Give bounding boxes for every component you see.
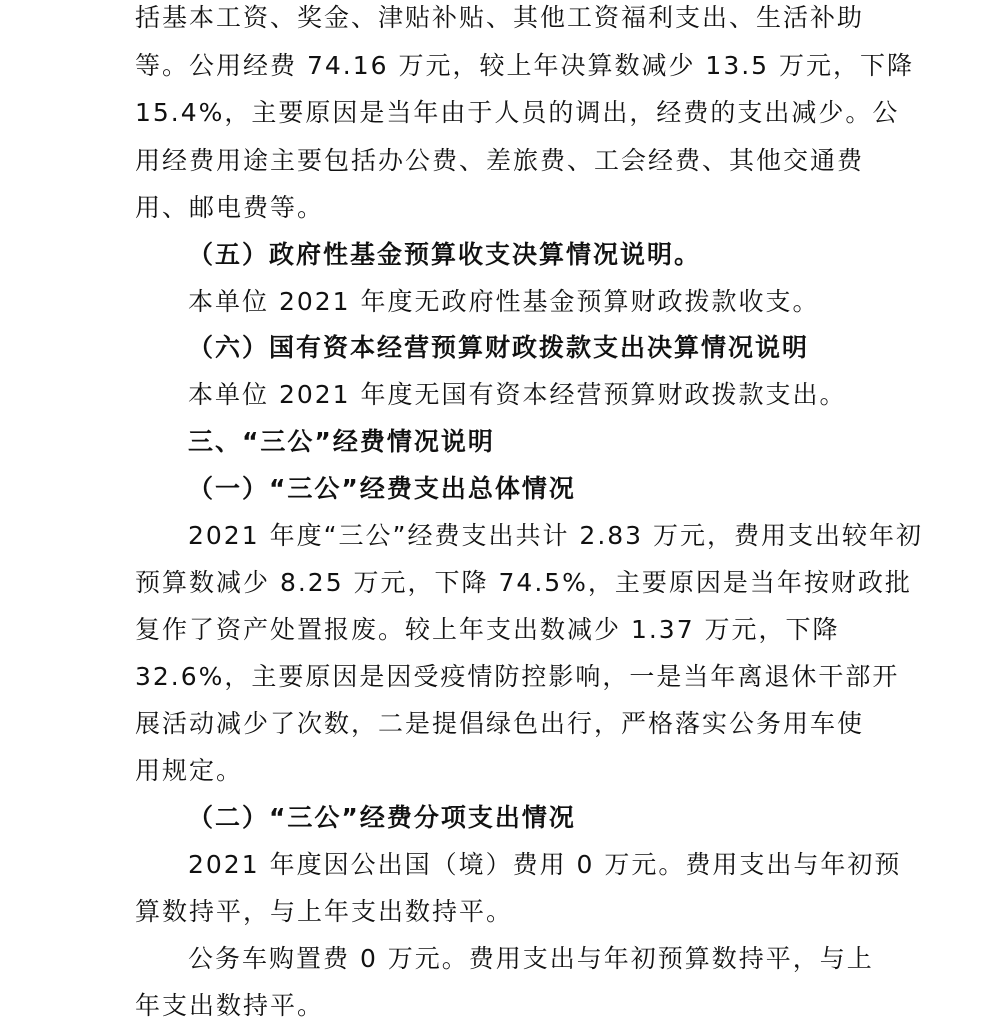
- subsection-heading-1: （一）“三公”经费支出总体情况: [188, 474, 576, 503]
- paragraph-line: 2021 年度“三公”经费支出共计 2.83 万元，费用支出较年初: [188, 521, 924, 550]
- paragraph-line: 等。公用经费 74.16 万元，较上年决算数减少 13.5 万元，下降: [135, 51, 915, 80]
- paragraph-line: 复作了资产处置报废。较上年支出数减少 1.37 万元，下降: [135, 615, 840, 644]
- paragraph-line: 本单位 2021 年度无国有资本经营预算财政拨款支出。: [188, 380, 847, 409]
- paragraph-line: 年支出数持平。: [135, 991, 325, 1020]
- paragraph-line: 32.6%，主要原因是因受疫情防控影响，一是当年离退休干部开: [135, 662, 900, 691]
- paragraph-line: 用规定。: [135, 756, 244, 785]
- section-heading-3: 三、“三公”经费情况说明: [188, 427, 495, 456]
- paragraph-line: 括基本工资、奖金、津贴补贴、其他工资福利支出、生活补助: [135, 3, 865, 32]
- paragraph-line: 15.4%，主要原因是当年由于人员的调出，经费的支出减少。公: [135, 98, 900, 127]
- paragraph-line: 用、邮电费等。: [135, 193, 325, 222]
- subsection-heading-2: （二）“三公”经费分项支出情况: [188, 803, 576, 832]
- paragraph-line: 公务车购置费 0 万元。费用支出与年初预算数持平，与上: [188, 944, 874, 973]
- section-heading-5: （五）政府性基金预算收支决算情况说明。: [188, 240, 702, 269]
- paragraph-line: 展活动减少了次数，二是提倡绿色出行，严格落实公务用车使: [135, 709, 865, 738]
- paragraph-line: 本单位 2021 年度无政府性基金预算财政拨款收支。: [188, 287, 820, 316]
- section-heading-6: （六）国有资本经营预算财政拨款支出决算情况说明: [188, 333, 810, 362]
- paragraph-line: 算数持平，与上年支出数持平。: [135, 897, 514, 926]
- paragraph-line: 用经费用途主要包括办公费、差旅费、工会经费、其他交通费: [135, 146, 865, 175]
- paragraph-line: 2021 年度因公出国（境）费用 0 万元。费用支出与年初预: [188, 850, 902, 879]
- paragraph-line: 预算数减少 8.25 万元，下降 74.5%，主要原因是当年按财政批: [135, 568, 912, 597]
